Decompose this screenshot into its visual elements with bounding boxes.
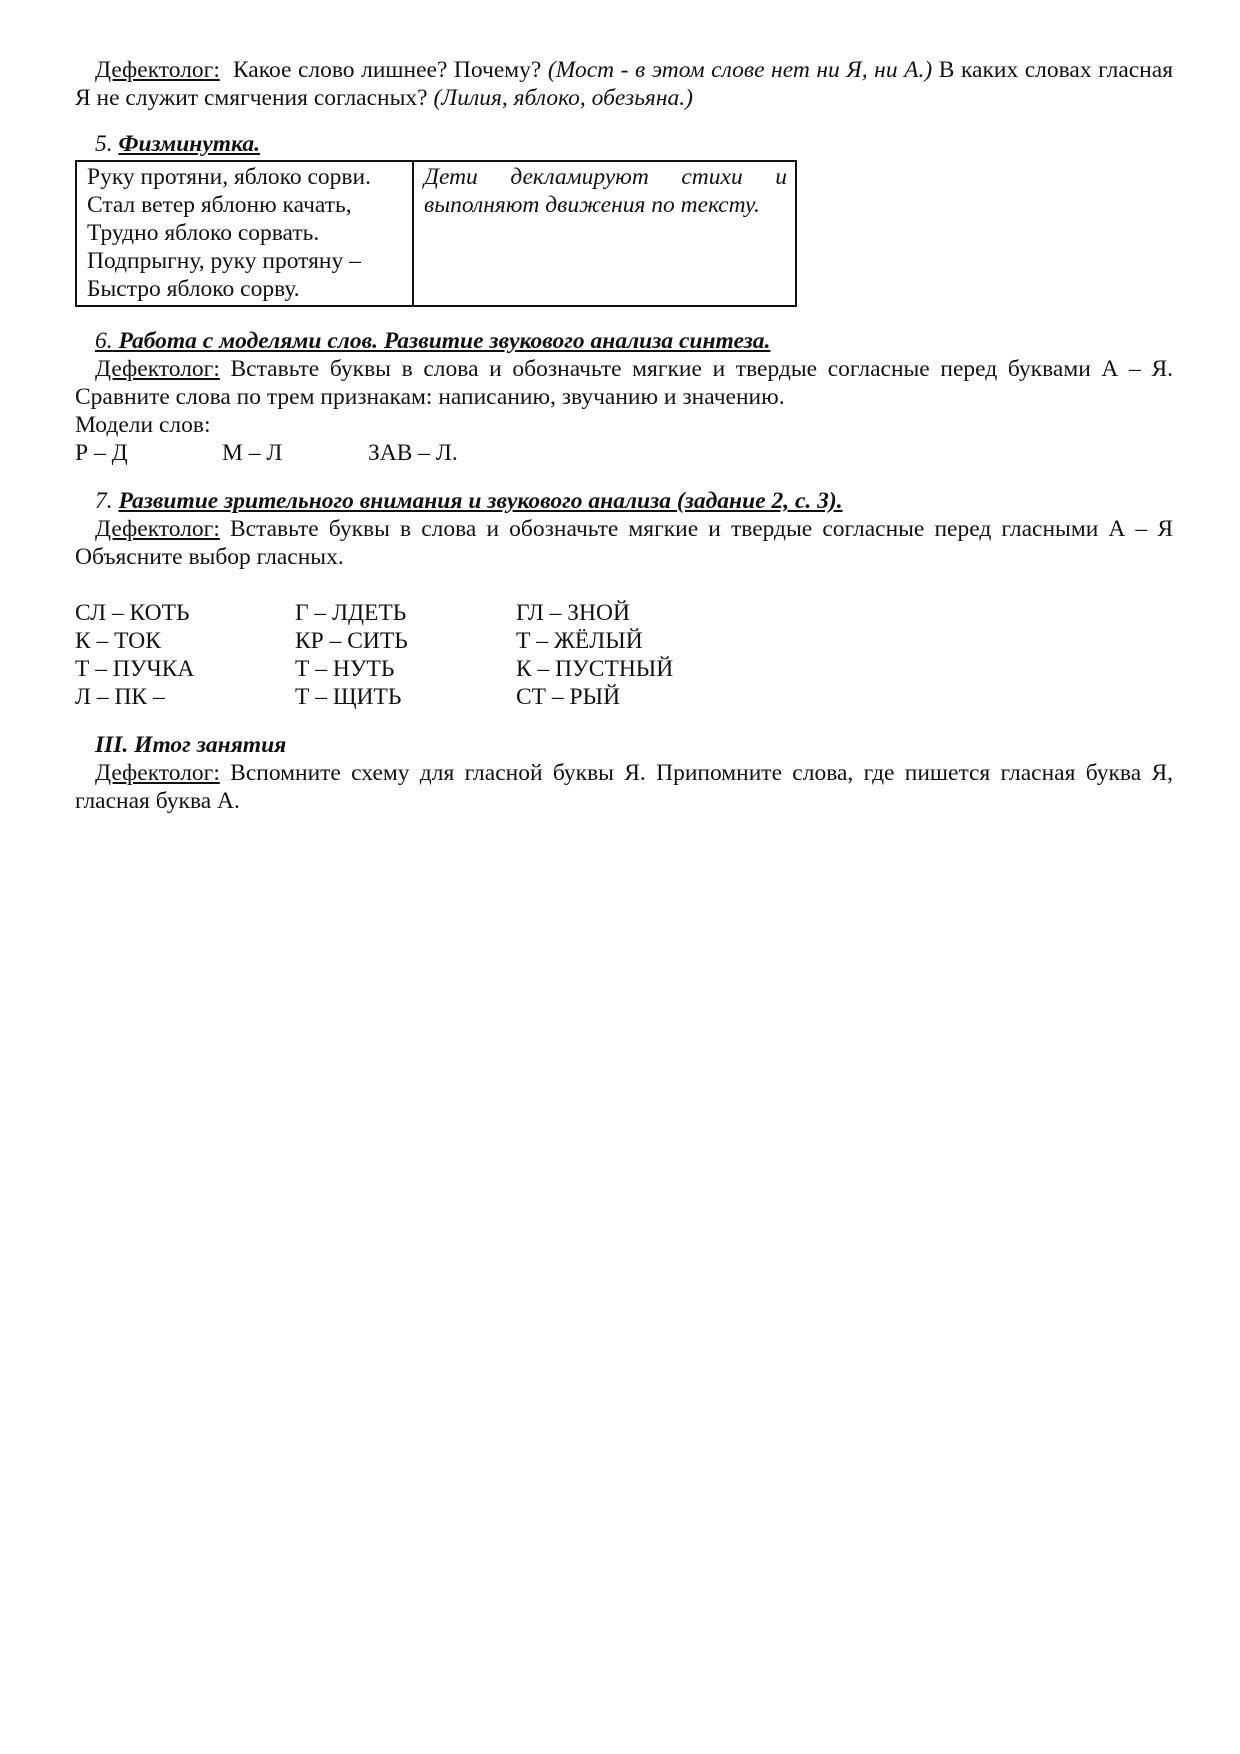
word-item: К – ПУСТНЫЙ [516,656,674,682]
fizminutka-table [75,160,797,307]
spacer [75,112,1173,130]
speaker-label: Дефектолог: [95,57,220,83]
word-item: Т – ЖЁЛЫЙ [516,628,643,654]
task-text: Вставьте буквы в слова и обозначьте мягкие и твердые согласные перед гласными А – Я Объясните выбор гласных. [75,516,1174,570]
section7-task [75,515,1173,571]
poem-line: Стал ветер яблоню качать, [87,192,352,218]
spacer [75,467,1173,487]
spacer [75,307,1173,327]
task-text: Вставьте буквы в слова и обозначьте мягкие и твердые согласные перед буквами А – Я. Сравните слова по трем признакам: написанию, звучанию и значению. [75,356,1173,410]
section5-heading [75,130,1173,158]
section6-heading [75,327,1173,355]
word-item: Т – ПУЧКА [75,656,195,682]
word-row [75,599,1173,627]
poem-line: Быстро яблоко сорву. [87,276,300,302]
poem-line: Руку протяни, яблоко сорви. [87,164,371,190]
speaker-label: Дефектолог: [95,760,220,786]
word-row [75,655,1173,683]
question-text: В каких словах гласная Я не служит смягчения согласных? [75,57,1173,111]
models-label: Модели слов: [75,412,211,438]
answer-text: (Мост - в этом слове нет ни Я, ни А.) [547,57,933,83]
poem-line: Трудно яблоко сорвать. [87,220,320,246]
section3-heading: III. Итог занятия [95,732,287,758]
word-item: СЛ – КОТЬ [75,600,190,626]
speaker-label: Дефектолог: [95,356,220,382]
task-text: Вспомните схему для гласной буквы Я. Припомните слова, где пишется гласная буква Я, гласная буква А. [75,760,1173,814]
word-grid [75,599,1173,711]
word-model: ЗАВ – Л. [368,440,458,466]
document-page [75,56,1173,815]
table-row [76,161,796,306]
section-number: 7. [95,488,113,514]
section-number: 6. [95,328,113,354]
intro-paragraph [75,56,1173,112]
word-models [75,439,1173,467]
answer-text: (Лилия, яблоко, обезьяна.) [433,85,693,111]
word-item: Г – ЛДЕТЬ [295,600,407,626]
question-text: Какое слово лишнее? Почему? [232,57,542,83]
word-item: КР – СИТЬ [295,628,408,654]
word-row [75,683,1173,711]
section-title: Физминутка. [118,131,261,157]
word-row [75,627,1173,655]
section6-task [75,355,1173,411]
spacer [75,711,1173,731]
section-title: Развитие зрительного внимания и звукового анализа (задание 2, с. 3). [118,488,843,514]
word-item: Л – ПК – [75,684,165,710]
section-number: 5. [95,131,113,157]
word-item: СТ – РЫЙ [516,684,621,710]
word-item: К – ТОК [75,628,161,654]
section3-task [75,759,1173,815]
section-title-text: Работа с моделями слов. Развитие звукового анализа синтеза. [118,328,771,354]
spacer [75,571,1173,599]
word-item: Т – НУТЬ [295,656,395,682]
section7-heading [75,487,1173,515]
word-model: Р – Д [75,440,128,466]
word-item: ГЛ – ЗНОЙ [516,600,630,626]
instruction-cell: Дети декламируют стихи и выполняют движения по тексту. [413,161,796,306]
section-title [113,328,771,354]
speaker-label: Дефектолог: [95,516,220,542]
poem-cell [76,161,413,306]
poem-line: Подпрыгну, руку протяну – [87,248,361,274]
word-model: М – Л [222,440,283,466]
word-item: Т – ЩИТЬ [295,684,402,710]
